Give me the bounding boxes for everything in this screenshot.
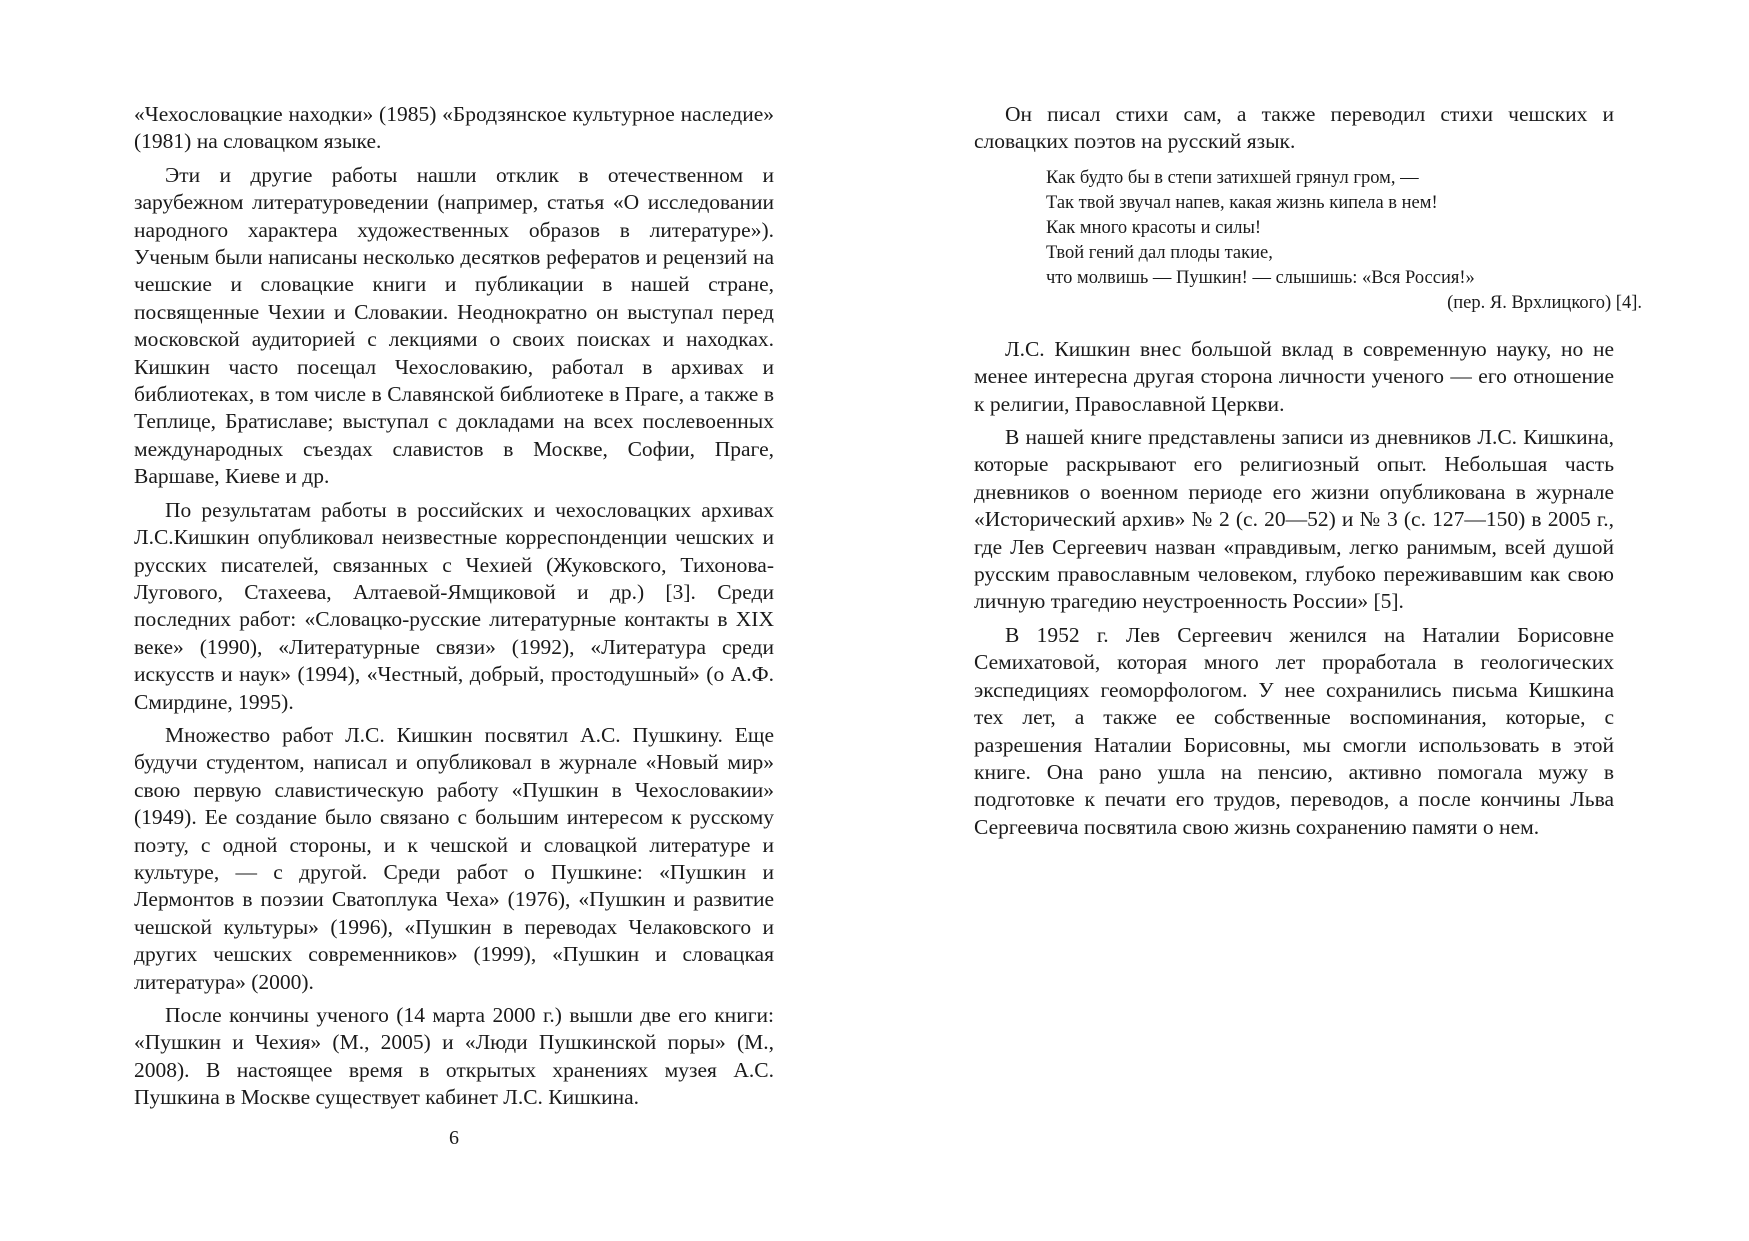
right-page [874, 0, 1749, 1241]
poem-line: Как будто бы в степи затихшей грянул гром, — [1046, 167, 1419, 188]
right-page-text [974, 101, 1642, 841]
left-paragraph-3: По результатам работы в российских и чехословацких архивах Л.С.Кишкин опубликовал неизвестные корреспонденции чешских и русских писателей, связанных с Чехией (Жуковского, Тихонова-Лугового, Стахеева, Алтаевой-Ямщиковой и др.) [3]. Среди последних работ: «Словацко-русские литературные контакты в XIX веке» (1990), «Литературные связи» (1992), «Литература среди искусств и наук» (1994), «Честный, добрый, простодушный» (о А.Ф. Смирдине, 1995). [134, 497, 774, 714]
left-page-text [134, 101, 774, 1112]
left-paragraph-5: После кончины ученого (14 марта 2000 г.) вышли две его книги: «Пушкин и Чехия» (М., 2005) и «Люди Пушкинской поры» (М., 2008). В настоящее время в открытых хранениях музея А.С. Пушкина в Москве существует кабинет Л.С. Кишкина. [134, 1003, 774, 1110]
right-paragraph-1: Л.С. Кишкин внес большой вклад в современную науку, но не менее интересна другая сторона личности ученого — его отношение к религии, Православной Церкви. [974, 336, 1614, 416]
left-paragraph-4: Множество работ Л.С. Кишкин посвятил А.С. Пушкину. Еще будучи студентом, написал и опубликовал в журнале «Новый мир» свою первую славистическую работу «Пушкин в Чехословакии» (1949). Ее создание было связано с большим интересом к русскому поэту, с одной стороны, и к чешской и словацкой литературе и культуре, — с другой. Среди работ о Пушкине: «Пушкин и Лермонтов в поэзии Сватоплука Чеха» (1976), «Пушкин и развитие чешской культуры» (1996), «Пушкин в переводах Челаковского и других чешских современников» (1999), «Пушкин и словацкая литература» (2000). [134, 722, 774, 994]
left-page [0, 0, 874, 1241]
page-number: 6 [449, 1127, 459, 1149]
left-paragraph-2: Эти и другие работы нашли отклик в отечественном и зарубежном литературоведении (например, статья «О исследовании народного характера художественных образов в литературе»). Ученым были написаны несколько десятков рефератов и рецензий на чешские и словацкие книги и публикации в нашей стране, посвященные Чехии и Словакии. Неоднократно он выступал перед московской аудиторией с лекциями о своих поисках и находках. Кишкин часто посещал Чехословакию, работал в архивах и библиотеках, в том числе в Славянской библиотеке в Праге, а также в Теплице, Братиславе; выступал с докладами на всех послевоенных международных съездах славистов в Москве, Софии, Праге, Варшаве, Киеве и др. [134, 162, 774, 489]
poem-attribution: (пер. Я. Врхлицкого) [4]. [1447, 292, 1642, 313]
poem-line: Как много красоты и силы! [1046, 217, 1262, 238]
right-paragraph-3: В 1952 г. Лев Сергеевич женился на Наталии Борисовне Семихатовой, которая много лет проработала в геологических экспедициях геоморфологом. У нее сохранились письма Кишкина тех лет, а также ее собственные воспоминания, которые, с разрешения Наталии Борисовны, мы смогли использовать в этой книге. Она рано ушла на пенсию, активно помогала мужу в подготовке к печати его трудов, переводов, а после кончины Льва Сергеевича посвятила свою жизнь сохранению памяти о нем. [974, 622, 1614, 839]
poem-quote [1046, 166, 1642, 316]
poem-line: Так твой звучал напев, какая жизнь кипела в нем! [1046, 192, 1438, 213]
right-intro-paragraph: Он писал стихи сам, а также переводил стихи чешских и словацких поэтов на русский язык. [974, 102, 1614, 154]
left-paragraph-1: «Чехословацкие находки» (1985) «Бродзянское культурное наследие» (1981) на словацком языке. [134, 102, 774, 154]
poem-line: что молвишь — Пушкин! — слышишь: «Вся Россия!» [1046, 267, 1475, 288]
poem-line: Твой гений дал плоды такие, [1046, 242, 1273, 263]
right-paragraph-2: В нашей книге представлены записи из дневников Л.С. Кишкина, которые раскрывают его религиозный опыт. Небольшая часть дневников о военном периоде его жизни опубликована в журнале «Исторический архив» № 2 (с. 20—52) и № 3 (с. 127—150) в 2005 г., где Лев Сергеевич назван «правдивым, легко ранимым, всей душой русским православным человеком, глубоко переживавшим как свою личную трагедию неустроенность России» [5]. [974, 425, 1614, 614]
